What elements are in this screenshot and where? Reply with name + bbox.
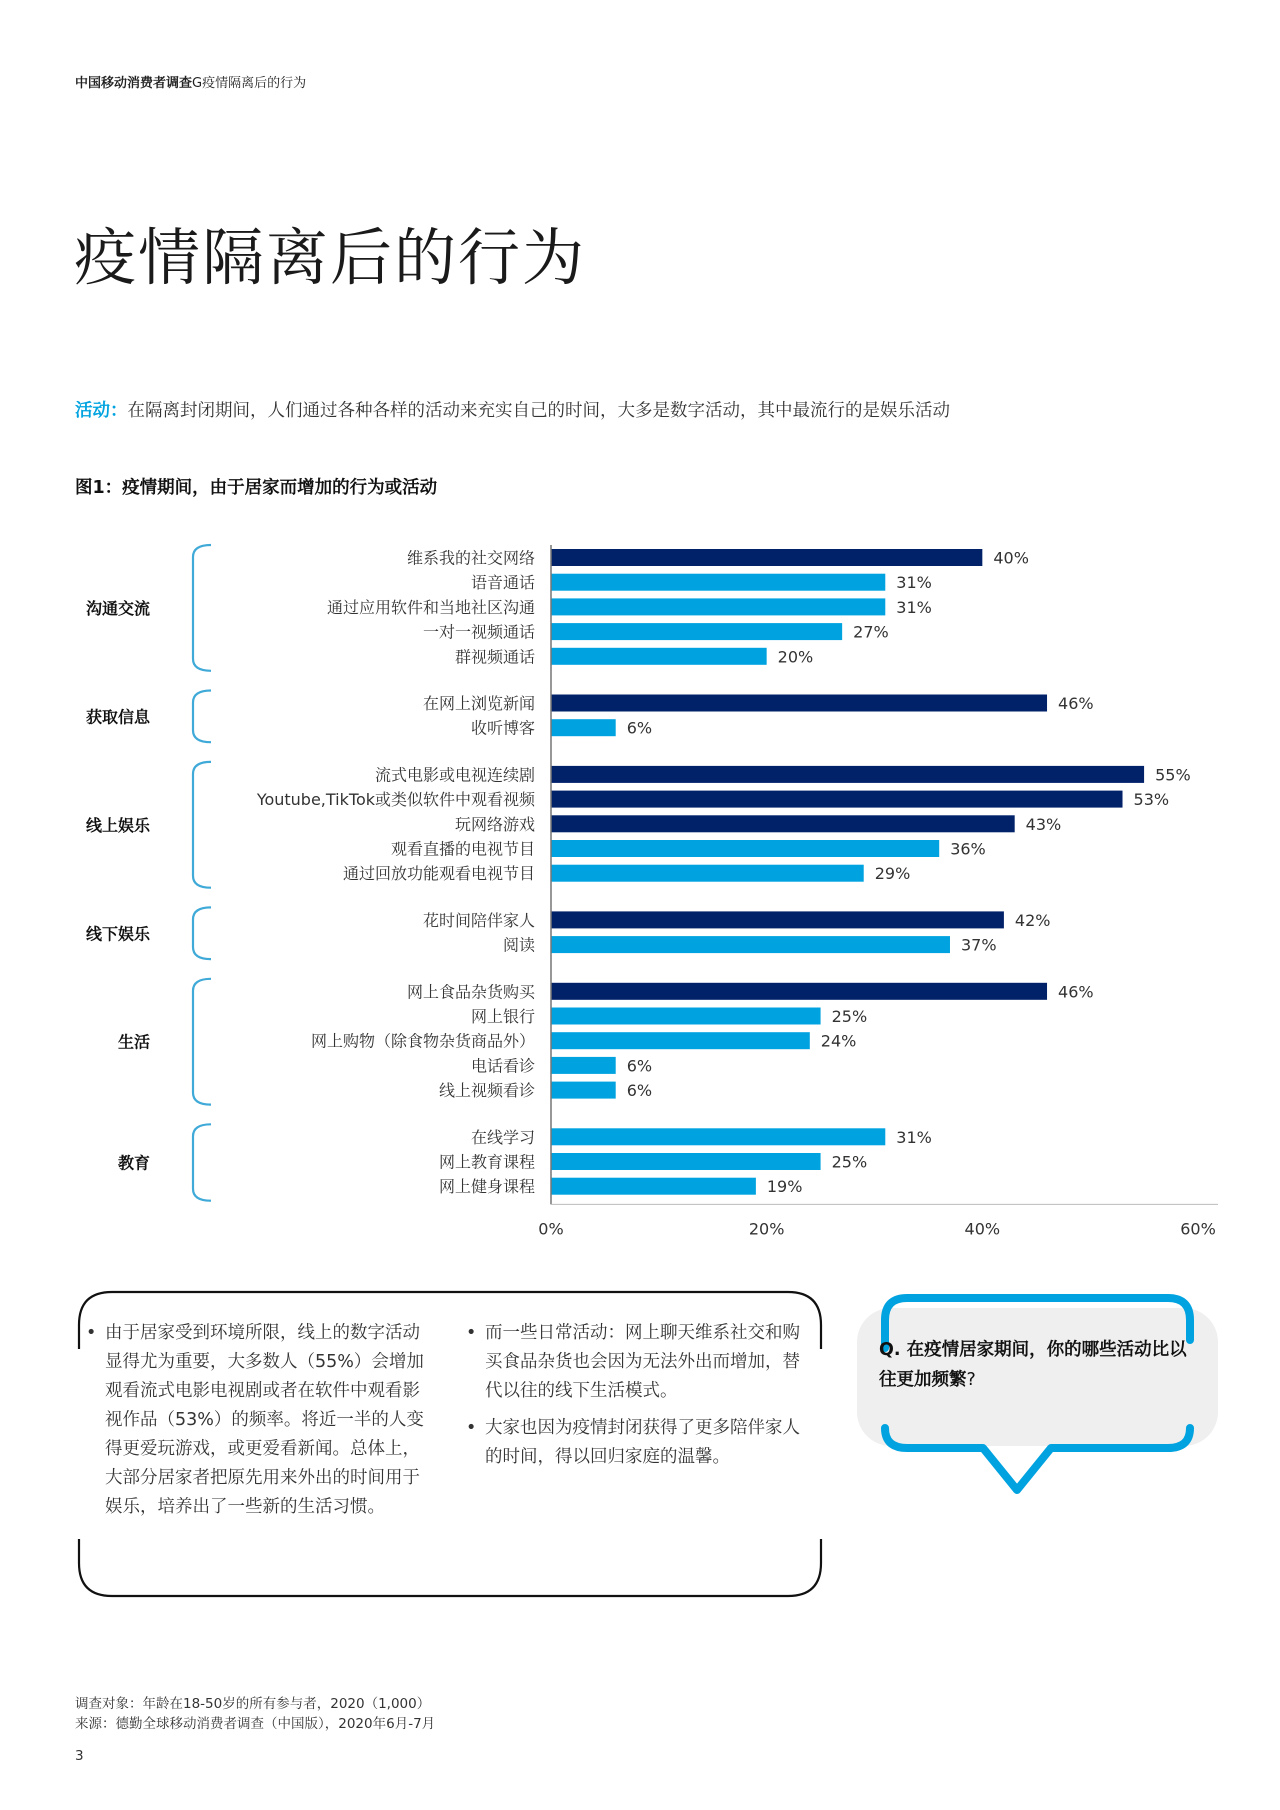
group-bracket bbox=[193, 907, 211, 959]
bar bbox=[551, 1032, 810, 1049]
bar-category-label: 通过应用软件和当地社区沟通 bbox=[326, 597, 535, 617]
section-label: G疫情隔离后的行为 bbox=[192, 76, 307, 91]
page-number: 3 bbox=[75, 1748, 84, 1764]
summary-right-column bbox=[466, 1319, 816, 1480]
page-title: 疫情隔离后的行为 bbox=[74, 221, 587, 294]
bar-value-label: 25% bbox=[831, 1152, 868, 1172]
bar-value-label: 42% bbox=[1014, 910, 1051, 930]
bar-value-label: 46% bbox=[1058, 982, 1094, 1002]
bar-value-label: 43% bbox=[1025, 814, 1062, 834]
x-tick-label: 20% bbox=[748, 1219, 785, 1239]
group-bracket bbox=[193, 545, 211, 671]
x-tick-label: 60% bbox=[1180, 1219, 1216, 1239]
bar-category-label: 电话看诊 bbox=[470, 1056, 535, 1076]
bar-category-label: 网上购物（除食物杂货商品外） bbox=[310, 1031, 535, 1051]
question-main: Q. 在疫情居家期间，你的哪些活动比以往更加频繁 bbox=[879, 1340, 1187, 1390]
bar-category-label: 群视频通话 bbox=[454, 647, 535, 667]
bar-category-label: 观看直播的电视节目 bbox=[390, 839, 535, 859]
group-bracket bbox=[193, 979, 211, 1105]
bar bbox=[551, 719, 616, 736]
summary-bullet: • 大家也因为疫情封闭获得了更多陪伴家人的时间，得以回归家庭的温馨。 bbox=[466, 1414, 816, 1472]
bar bbox=[551, 1178, 756, 1195]
group-label: 沟通交流 bbox=[85, 598, 150, 618]
bar-value-label: 24% bbox=[820, 1031, 857, 1051]
bar-value-label: 6% bbox=[626, 718, 653, 738]
bar-value-label: 6% bbox=[626, 1056, 653, 1076]
x-tick-label: 0% bbox=[538, 1219, 564, 1239]
bar-category-label: 网上食品杂货购买 bbox=[406, 982, 535, 1002]
bar bbox=[551, 815, 1015, 832]
bar bbox=[551, 911, 1004, 928]
bar bbox=[551, 936, 950, 953]
figure-title: 图1：疫情期间，由于居家而增加的行为或活动 bbox=[75, 478, 438, 498]
question-mark: ? bbox=[966, 1370, 976, 1390]
group-bracket bbox=[193, 762, 211, 888]
bar-category-label: 阅读 bbox=[502, 935, 535, 955]
bar bbox=[551, 1128, 885, 1145]
bar bbox=[551, 695, 1047, 712]
bar bbox=[551, 549, 982, 566]
running-header bbox=[75, 72, 306, 91]
intro-keyword: 活动： bbox=[75, 401, 128, 421]
bar-category-label: 收听博客 bbox=[470, 718, 535, 738]
bar-chart bbox=[0, 530, 1280, 1260]
group-label: 生活 bbox=[117, 1032, 150, 1052]
bar-value-label: 53% bbox=[1133, 790, 1170, 810]
bar-category-label: 线上视频看诊 bbox=[438, 1081, 535, 1101]
group-label: 线下娱乐 bbox=[85, 924, 150, 944]
callout-bottom-border bbox=[79, 1539, 821, 1596]
bar-value-label: 29% bbox=[874, 864, 911, 884]
x-tick-label: 40% bbox=[964, 1219, 1001, 1239]
bar-category-label: 一对一视频通话 bbox=[422, 622, 535, 642]
source-note: 来源：德勤全球移动消费者调查（中国版），2020年6月-7月 bbox=[75, 1716, 436, 1732]
summary-bullet: • 而一些日常活动：网上聊天维系社交和购买食品杂货也会因为无法外出而增加，替代以往的线下生活模式。 bbox=[466, 1319, 816, 1406]
bar-value-label: 27% bbox=[853, 622, 889, 642]
bar-category-label: 在线学习 bbox=[470, 1127, 535, 1147]
report-name: 中国移动消费者调查 bbox=[75, 76, 193, 91]
bar bbox=[551, 766, 1144, 783]
bar-value-label: 46% bbox=[1058, 694, 1094, 713]
bar-category-label: 通过回放功能观看电视节目 bbox=[342, 864, 535, 884]
bar bbox=[551, 983, 1047, 1000]
bar-category-label: 网上教育课程 bbox=[438, 1152, 535, 1172]
bar bbox=[551, 840, 939, 857]
bar bbox=[551, 1008, 821, 1025]
bar bbox=[551, 574, 885, 591]
bar bbox=[551, 648, 767, 665]
summary-left-column bbox=[86, 1319, 431, 1530]
bar-value-label: 40% bbox=[993, 548, 1029, 568]
intro-text: 在隔离封闭期间，人们通过各种各样的活动来充实自己的时间，大多是数字活动，其中最流行的是娱乐活动 bbox=[127, 401, 950, 421]
group-bracket bbox=[193, 691, 211, 743]
bar bbox=[551, 1153, 821, 1170]
bar-category-label: 流式电影或电视连续剧 bbox=[374, 765, 535, 785]
bar-category-label: 在网上浏览新闻 bbox=[422, 694, 535, 713]
bar-value-label: 37% bbox=[960, 935, 997, 955]
bar-value-label: 31% bbox=[896, 1127, 932, 1147]
bar-category-label: 维系我的社交网络 bbox=[406, 548, 535, 568]
group-label: 教育 bbox=[117, 1153, 150, 1173]
bar-category-label: 玩网络游戏 bbox=[454, 814, 535, 834]
summary-bullet: • 由于居家受到环境所限，线上的数字活动显得尤为重要，大多数人（55%）会增加观看流式电影电视剧或者在软件中观看影视作品（53%）的频率。将近一半的人变得更爱玩游戏，或更爱看新闻。总体上，大部分居家者把原先用来外出的时间用于娱乐，培养出了一些新的生活习惯。 bbox=[86, 1319, 431, 1522]
bar-value-label: 20% bbox=[777, 647, 814, 667]
intro-line bbox=[75, 397, 950, 422]
bar bbox=[551, 1057, 616, 1074]
footnote bbox=[75, 1694, 435, 1734]
bar-category-label: Youtube,TikTok或类似软件中观看视频 bbox=[256, 790, 535, 810]
question-text bbox=[879, 1335, 1204, 1395]
bar bbox=[551, 791, 1123, 808]
bar-value-label: 55% bbox=[1155, 765, 1191, 785]
group-label: 获取信息 bbox=[85, 707, 150, 727]
group-bracket bbox=[193, 1124, 211, 1200]
bar-value-label: 31% bbox=[896, 573, 932, 593]
bar-category-label: 网上银行 bbox=[470, 1007, 535, 1026]
bar-value-label: 31% bbox=[896, 597, 932, 617]
bar bbox=[551, 865, 864, 882]
group-label: 线上娱乐 bbox=[85, 815, 150, 835]
bar-category-label: 花时间陪伴家人 bbox=[422, 910, 535, 930]
bar-value-label: 25% bbox=[831, 1007, 868, 1026]
bar bbox=[551, 623, 842, 640]
bar-value-label: 19% bbox=[766, 1177, 803, 1197]
bar-value-label: 36% bbox=[950, 839, 986, 859]
survey-subject-note: 调查对象：年龄在18-50岁的所有参与者，2020（1,000） bbox=[75, 1696, 431, 1712]
bar-category-label: 网上健身课程 bbox=[438, 1177, 535, 1197]
bar-value-label: 6% bbox=[626, 1081, 653, 1101]
bar bbox=[551, 598, 885, 615]
question-bubble bbox=[855, 1290, 1220, 1510]
bar-category-label: 语音通话 bbox=[470, 573, 535, 593]
bar bbox=[551, 1082, 616, 1099]
